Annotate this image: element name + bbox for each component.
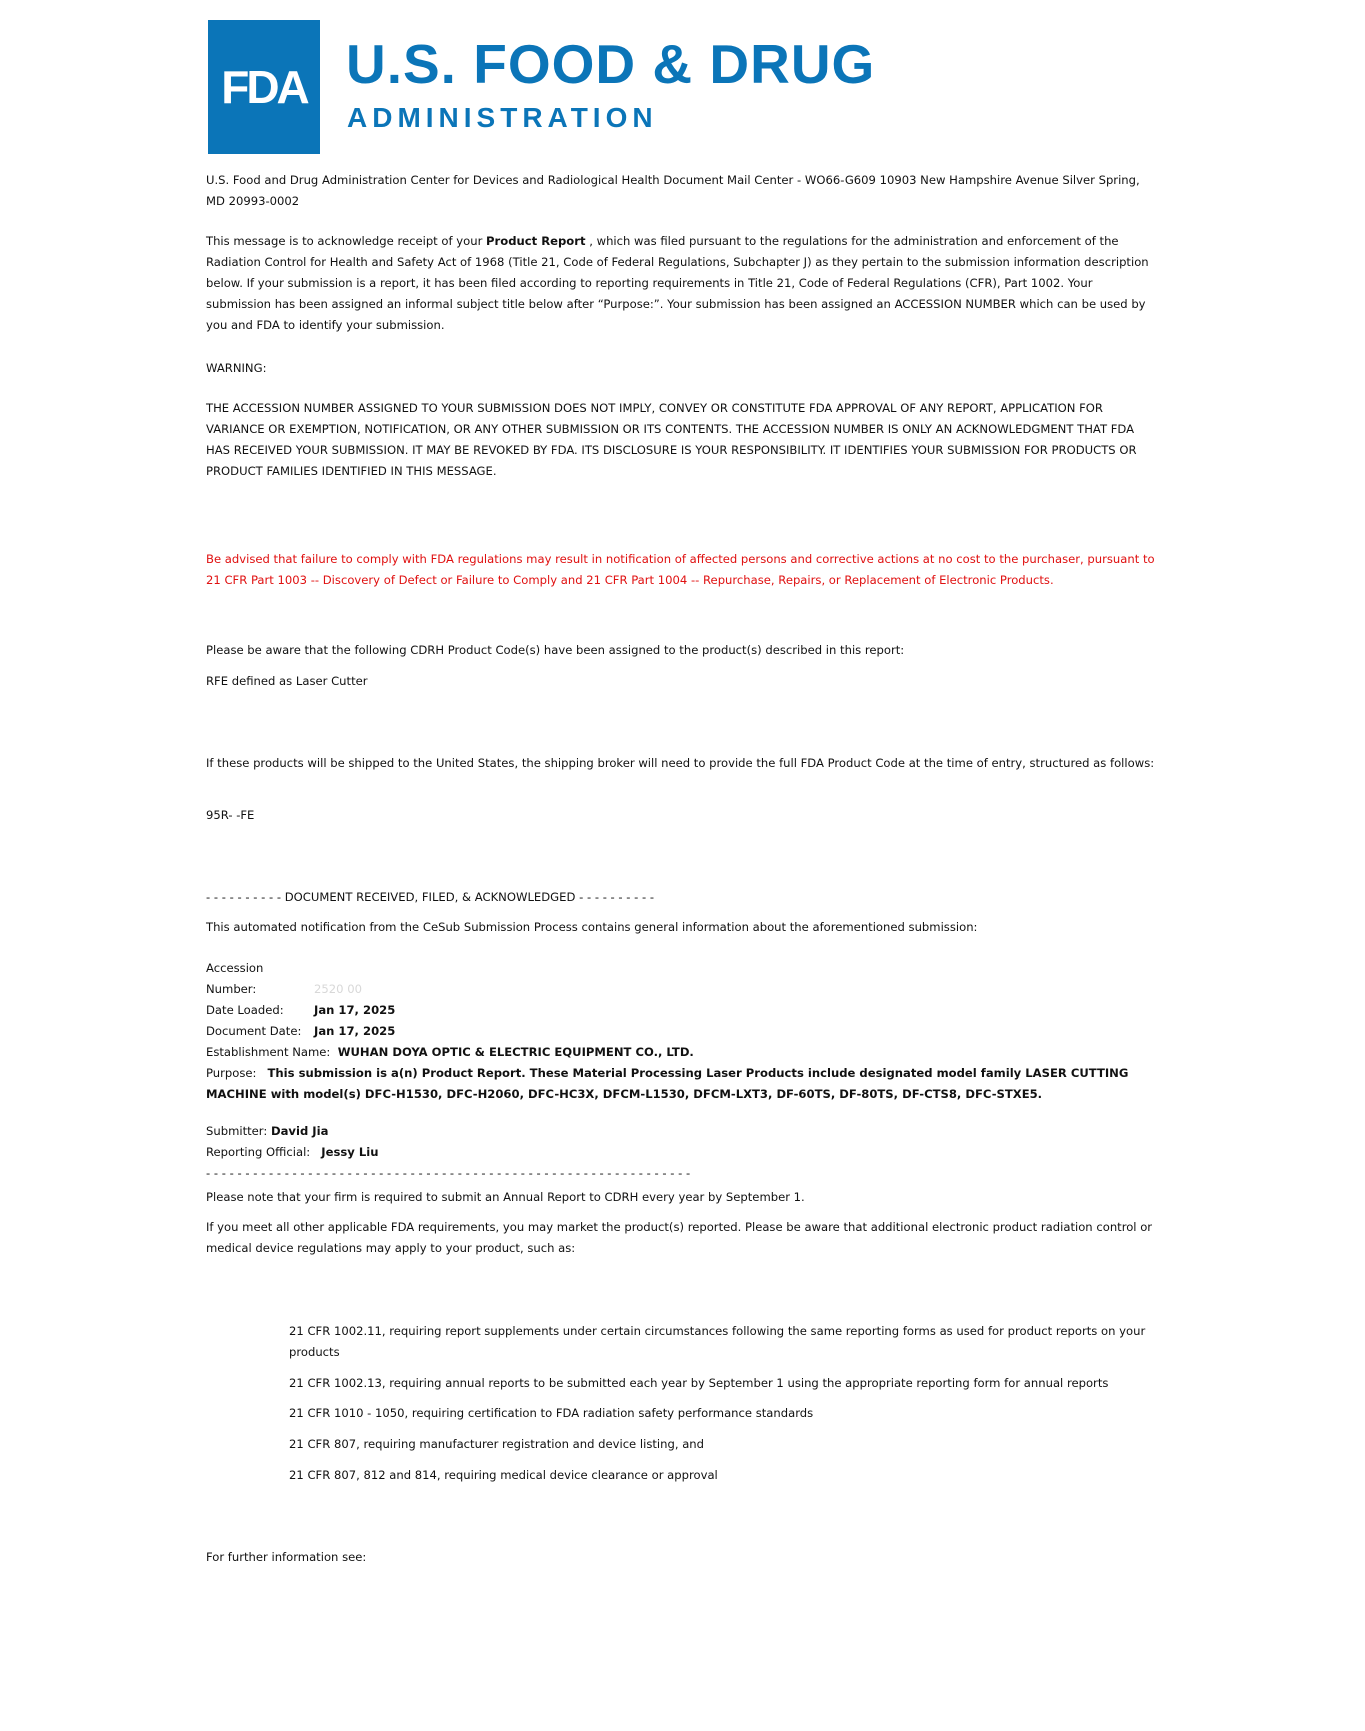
submission-details xyxy=(206,958,1161,1184)
market-note: If you meet all other applicable FDA requirements, you may market the product(s) reported. Please be aware that additional electronic product radiation control or medical device regulations may apply to your product, such as: xyxy=(206,1220,1153,1255)
purpose-value: This submission is a(n) Product Report. These Material Processing Laser Products include designated model family LASER CUTTING MACHINE with model(s) DFC-H1530, DFC-H2060, DFC-HC3X, DFCM-L1530, DFCM-LXT3, DF-60TS, DF-80TS, DF-CTS8, DFC-STXE5. xyxy=(206,1066,1129,1101)
date-loaded-row xyxy=(206,1000,1161,1021)
establishment-value: WUHAN DOYA OPTIC & ELECTRIC EQUIPMENT CO., LTD. xyxy=(337,1045,694,1059)
separator-line: - - - - - - - - - - - - - - - - - - - - - - - - - - - - - - - - - - - - - - - - - - - - - - - - - - - - - - - - - - - - - - xyxy=(206,1166,691,1180)
accession-label: Accession Number: xyxy=(206,961,264,996)
date-loaded-label: Date Loaded: xyxy=(206,1003,284,1017)
agency-title: U.S. FOOD & DRUG xyxy=(346,33,876,95)
official-row xyxy=(206,1142,1161,1163)
full-product-code: 95R- -FE xyxy=(206,808,255,822)
advisory-notice: Be advised that failure to comply with FDA regulations may result in notification of affected persons and corrective actions at no cost to the purchaser, pursuant to 21 CFR Part 1003 -- Discovery of Defect or Failure to Comply and 21 CFR Part 1004 -- Repurchase, Repairs, or Replacement of Electronic Products. xyxy=(206,552,1155,587)
document-date-row xyxy=(206,1021,1161,1042)
agency-subtitle: ADMINISTRATION xyxy=(347,102,658,133)
product-codes-intro: Please be aware that the following CDRH Product Code(s) have been assigned to the product(s) described in this report: xyxy=(206,643,905,657)
submitter-value: David Jia xyxy=(270,1124,329,1138)
official-label: Reporting Official: xyxy=(206,1145,311,1159)
document-date-value: Jan 17, 2025 xyxy=(314,1024,396,1038)
intro-rest: , which was filed pursuant to the regulations for the administration and enforcement of the Radiation Control for Health and Safety Act of 1968 (Title 21, Code of Federal Regulations, Subchapter J) as they pertain to the submission information description below. If your submission is a report, it has been filed according to reporting requirements in Title 21, Code of Federal Regulations (CFR), Part 1002. Your submission has been assigned an informal subject title below after “Purpose:”. Your submission has been assigned an ACCESSION NUMBER which can be used by you and FDA to identify your submission. xyxy=(206,234,1149,332)
submitter-label: Submitter: xyxy=(206,1124,268,1138)
accession-row xyxy=(206,958,1161,1000)
warning-text: THE ACCESSION NUMBER ASSIGNED TO YOUR SUBMISSION DOES NOT IMPLY, CONVEY OR CONSTITUTE FDA APPROVAL OF ANY REPORT, APPLICATION FOR VARIANCE OR EXEMPTION, NOTIFICATION, OR ANY OTHER SUBMISSION OR ITS CONTENTS. THE ACCESSION NUMBER IS ONLY AN ACKNOWLEDGMENT THAT FDA HAS RECEIVED YOUR SUBMISSION. IT MAY BE REVOKED BY FDA. ITS DISCLOSURE IS YOUR RESPONSIBILITY. IT IDENTIFIES YOUR SUBMISSION FOR PRODUCTS OR PRODUCT FAMILIES IDENTIFIED IN THIS MESSAGE. xyxy=(206,401,1137,478)
submitter-row xyxy=(206,1121,1161,1142)
intro-bold: Product Report xyxy=(486,234,586,248)
warning-label: WARNING: xyxy=(206,361,267,375)
regulation-item: 21 CFR 1010 - 1050, requiring certification to FDA radiation safety performance standards xyxy=(289,1406,814,1420)
address: U.S. Food and Drug Administration Center for Devices and Radiological Health Document Mail Center - WO66-G609 10903 New Hampshire Avenue Silver Spring, MD 20993-0002 xyxy=(206,173,1140,208)
document-date-label: Document Date: xyxy=(206,1024,302,1038)
product-code-line: RFE defined as Laser Cutter xyxy=(206,674,368,688)
further-info: For further information see: xyxy=(206,1550,367,1564)
accession-value: 2520 00 xyxy=(314,982,362,996)
fda-logo xyxy=(208,20,320,154)
regulation-item: 21 CFR 1002.13, requiring annual reports to be submitted each year by September 1 using the appropriate reporting form for annual reports xyxy=(289,1376,1109,1390)
regulation-item: 21 CFR 807, requiring manufacturer registration and device listing, and xyxy=(289,1437,705,1451)
automated-note: This automated notification from the CeSub Submission Process contains general information about the aforementioned submission: xyxy=(206,920,978,934)
regulation-item: 21 CFR 807, 812 and 814, requiring medical device clearance or approval xyxy=(289,1468,718,1482)
received-banner: - - - - - - - - - - DOCUMENT RECEIVED, FILED, & ACKNOWLEDGED - - - - - - - - - - xyxy=(206,890,655,904)
purpose-label: Purpose: xyxy=(206,1066,257,1080)
intro-paragraph xyxy=(206,231,1161,336)
intro-text: This message is to acknowledge receipt of your xyxy=(206,234,487,248)
official-value: Jessy Liu xyxy=(321,1145,379,1159)
shipping-text: If these products will be shipped to the United States, the shipping broker will need to provide the full FDA Product Code at the time of entry, structured as follows: xyxy=(206,756,1155,770)
annual-report-note: Please note that your firm is required to submit an Annual Report to CDRH every year by September 1. xyxy=(206,1190,805,1204)
purpose-row xyxy=(206,1063,1161,1105)
establishment-label: Establishment Name: xyxy=(206,1045,331,1059)
fda-logo-text: FDA xyxy=(221,61,307,113)
regulation-item: 21 CFR 1002.11, requiring report supplements under certain circumstances following the same reporting forms as used for product reports on your products xyxy=(289,1324,1146,1359)
date-loaded-value: Jan 17, 2025 xyxy=(314,1003,396,1017)
establishment-row xyxy=(206,1042,1161,1063)
